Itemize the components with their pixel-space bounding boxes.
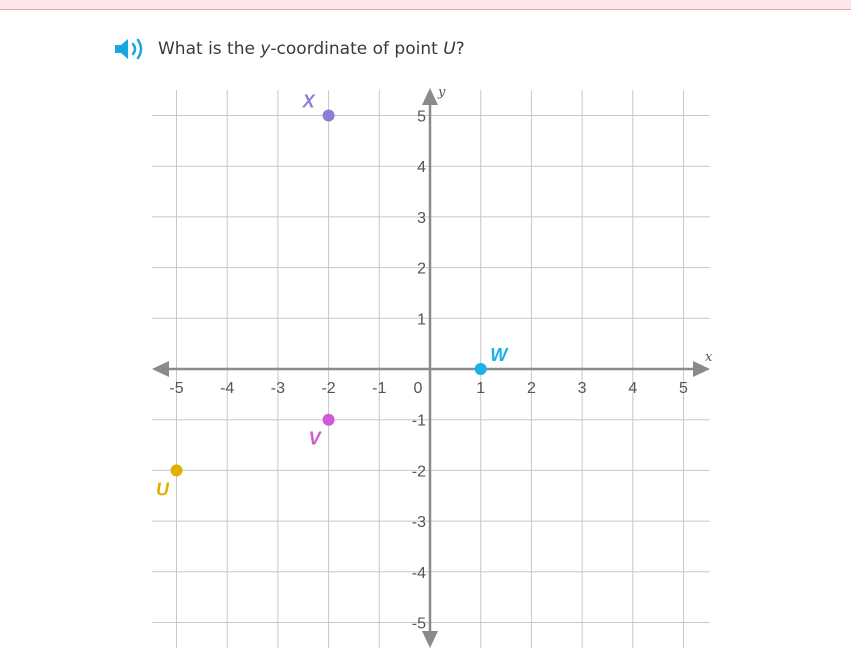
y-axis-label: y [438,85,446,100]
y-tick-label: -1 [411,412,426,430]
x-tick-label: 3 [577,380,587,397]
y-tick-label: -4 [411,564,426,582]
point-x[interactable] [323,110,335,122]
y-tick-label: 3 [417,209,426,227]
x-tick-label: 5 [679,380,688,397]
y-tick-label: 2 [417,260,426,278]
y-tick-label: -5 [411,615,426,633]
x-tick-label: 2 [526,380,536,397]
point-u[interactable] [171,464,183,476]
x-axis-label: x [705,350,713,365]
point-label-u: U [156,479,169,500]
question-middle: -coordinate of point [270,39,444,59]
x-tick-label: -1 [372,380,387,397]
y-tick-label: 1 [417,311,426,329]
question-var-y: y [260,39,271,59]
y-axis-arrow-up [422,88,438,105]
point-label-w: W [490,345,508,365]
question-var-point: U [443,39,456,59]
x-tick-label: 1 [476,380,486,397]
x-tick-label: -3 [270,380,286,397]
x-tick-label: -4 [220,380,235,397]
y-axis-arrow-down [422,631,438,648]
question-prefix: What is the [158,39,261,59]
y-tick-label: -2 [411,463,426,481]
point-w[interactable] [475,363,487,375]
y-tick-label: 5 [417,108,426,126]
x-tick-label: 4 [628,380,638,397]
y-tick-label: 4 [417,159,426,177]
question-suffix: ? [455,39,465,59]
x-axis-arrow-left [152,361,169,377]
point-label-x: X [302,91,315,112]
x-tick-label: -2 [321,380,336,397]
point-v[interactable] [323,414,335,426]
x-tick-label: 0 [413,380,423,397]
y-tick-label: -3 [411,514,426,532]
x-tick-label: -5 [169,380,184,397]
point-label-v: V [308,428,321,449]
